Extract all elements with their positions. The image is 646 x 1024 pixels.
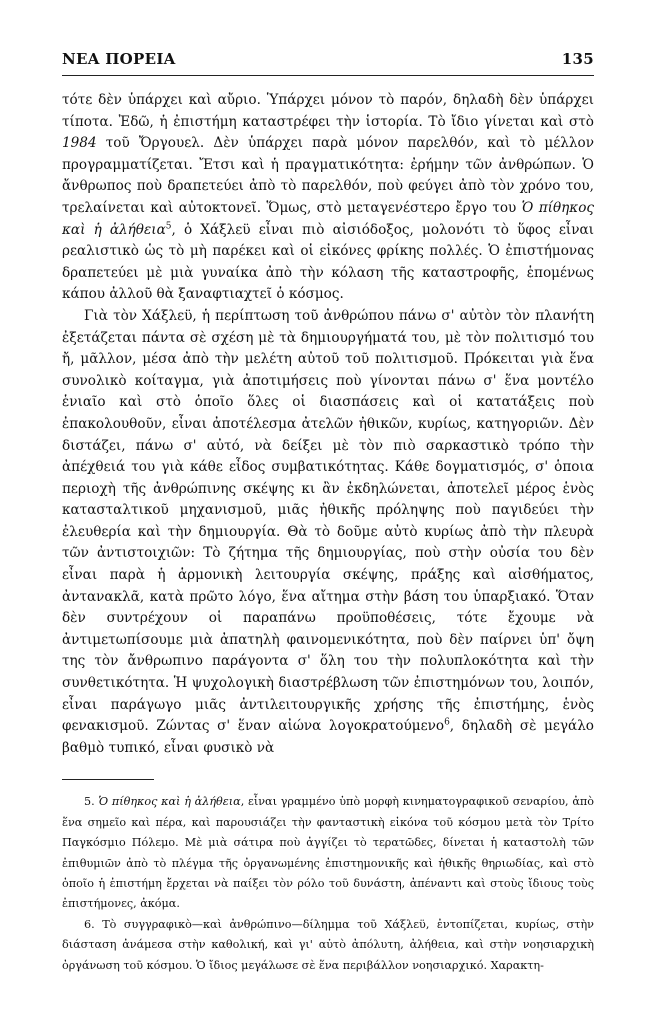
book-page: [62, 50, 594, 976]
paragraph-2-text-c: , δηλαδὴ σὲ μεγάλο βαθμὸ τυπικό, εἶναι φυσικὸ νὰ: [62, 718, 594, 756]
footnote-6-number: 6.: [84, 917, 95, 931]
running-header: [62, 50, 594, 76]
main-text: [62, 90, 594, 759]
footnote-6: [62, 915, 594, 976]
footnote-5-text: , εἶναι γραμμένο ὑπὸ μορφὴ κινηματογραφικοῦ σεναρίου, ἀπὸ ἕνα σημεῖο καὶ πέρα, καὶ παρουσιάζει τὴν φανταστικὴ εἰκόνα τοῦ κόσμου μετὰ τὸν Τρίτο Παγκόσμιο Πόλεμο. Μὲ μιὰ σάτιρα ποὺ ἀγγίζει τὸ τερατῶδες, δίνεται ἡ καταστολὴ τῶν ἐπιθυμιῶν ἀπὸ τὸ πλέγμα τῆς ὀργανωμένης ἐπιστημονικῆς καὶ ἠθικῆς θηριωδίας, καὶ στὸ ὁποῖο ἡ ἐπιστήμη ἔρχεται νὰ παίξει τὸν ρόλο τοῦ δυνάστη, ἀπέναντι καὶ στοὺς ἴδιους τοὺς ἐπιστήμονες, ἀκόμα.: [62, 795, 594, 911]
footnote-5-number: 5.: [84, 795, 95, 809]
journal-title: ΝΕΑ ΠΟΡΕΙΑ: [62, 50, 176, 68]
book-title-ape-and-essence: Ὁ πίθηκος καὶ ἡ ἀλήθεια: [62, 199, 595, 238]
paragraph-2: [62, 306, 594, 759]
paragraph-1-text-f: , ὁ Χάξλεϋ εἶναι πιὸ αἰσιόδοξος, μολονότι τὸ ὕφος εἶναι ρεαλιστικὸ ὡς τὸ μὴ παρέκει καὶ οἱ εἰκόνες φρίκης πολλές. Ὁ ἐπιστήμονας δραπετεύει μὲ μιὰ γυναίκα ἀπὸ τὴν κόλαση τῆς καταστροφῆς, ἑπομένως κάπου ἀλλοῦ θὰ ξαναφτιαχτεῖ ὁ κόσμος.: [62, 221, 594, 303]
footnote-divider: [62, 779, 154, 780]
paragraph-1: [62, 90, 594, 306]
page-number: 135: [561, 50, 594, 68]
paragraph-1-text-c: τοῦ Ὄργουελ. Δὲν ὑπάρχει παρὰ μόνον παρελθόν, καὶ τὸ μέλλον προγραμματίζεται. Ἔτσι καὶ ἡ πραγματικότητα: ἐρήμην τῶν ἀνθρώπων. Ὁ ἄνθρωπος ποὺ δραπετεύει ἀπὸ τὸ παρελθόν, ποὺ φεύγει ἀπὸ τὸν χρόνο του, τρελαίνεται καὶ αὐτοκτονεῖ. Ὅμως, στὸ μεταγενέστερο ἔργο του: [62, 135, 594, 216]
footnote-5: [62, 792, 594, 914]
footnote-ref-5: 5: [165, 221, 172, 232]
footnotes: [62, 792, 594, 976]
book-title-1984: 1984: [62, 135, 97, 152]
footnote-5-title: Ὁ πίθηκος καὶ ἡ ἀλήθεια: [98, 795, 241, 809]
footnote-ref-6: 6: [444, 717, 450, 728]
footnote-6-text: Τὸ συγγραφικὸ—καὶ ἀνθρώπινο—δίλημμα τοῦ Χάξλεϋ, ἐντοπίζεται, κυρίως, στὴν διάσταση ἀνάμεσα στὴν καθολική, καὶ γι' αὐτὸ ἀπόλυτη, ἀλήθεια, καὶ στὴν νοησιαρχικὴ ὀργάνωση τοῦ κόσμου. Ὁ ἴδιος μεγάλωσε σὲ ἕνα περιβάλλον νοησιαρχικό. Χαρακτη-: [62, 917, 594, 972]
paragraph-2-text-a: Γιὰ τὸν Χάξλεϋ, ἡ περίπτωση τοῦ ἀνθρώπου πάνω σ' αὐτὸν τὸν πλανήτη ἐξετάζεται πάντα σὲ σχέση μὲ τὰ δημιουργήματά του, μὲ τὸν πολιτισμό του ἤ, μᾶλλον, μέσα ἀπὸ τὴν μελέτη αὐτοῦ τοῦ πολιτισμοῦ. Πρόκειται γιὰ ἕνα συνολικὸ κοίταγμα, γιὰ ἀποτιμήσεις ποὺ γίνονται πάνω σ' ἕνα μοντέλο ἑνιαῖο καὶ στὸ ὁποῖο ὅλες οἱ διασπάσεις καὶ οἱ κατατάξεις ποὺ ἐπακολουθοῦν, εἶναι ἀποτέλεσμα ἀτελῶν ἠθικῶν, κυρίως, κατηγοριῶν. Δὲν διστάζει, πάνω σ' αὐτό, νὰ δείξει μὲ τὸν πιὸ σαρκαστικὸ τρόπο τὴν ἀπέχθειά του γιὰ κάθε εἶδος συμβατικότητας. Κάθε δογματισμός, σ' ὁποια περιοχὴ τῆς ἀνθρώπινης σκέψης κι ἂν ἐκδηλώνεται, ἀποτελεῖ μέρος ἑνὸς κατασταλτικοῦ μηχανισμοῦ, μιᾶς ἠθικῆς πρόληψης ποὺ παγιδεύει τὴν ἐλευθερία καὶ τὴν δημιουργία. Θὰ τὸ δοῦμε αὐτὸ κυρίως ἀπὸ τὴν πλευρὰ τῶν ἀντιστοιχιῶν: Τὸ ζήτημα τῆς δημιουργίας, ποὺ στὴν οὐσία του δὲν εἶναι παρὰ ἡ ἁρμονικὴ λειτουργία σκέψης, πράξης καὶ αἰσθήματος, ἀντανακλᾶ, κατὰ πρῶτο λόγο, ἕνα αἴτημα στὴν βάση του ὑπαρξιακό. Ὅταν δὲν συντρέχουν οἱ παραπάνω προϋποθέσεις, τότε ἔχουμε νὰ ἀντιμετωπίσουμε μιὰ ἀπατηλὴ φαινομενικότητα, ποὺ δὲν παίρνει ὑπ' ὄψη της τὸν ἄνθρωπινο παράγοντα σ' ὅλη του τὴν πολυπλοκότητα καὶ τὴν συνθετικότητα. Ἡ ψυχολογικὴ διαστρέβλωση τῶν ἐπιστημόνων του, λοιπόν, εἶναι παράγωγο μιᾶς ἀντιλειτουργικῆς χρήσης τῆς ἐπιστήμης, ἑνὸς φενακισμοῦ. Ζώντας σ' ἕναν αἰώνα λογοκρατούμενο: [62, 307, 594, 735]
paragraph-1-text-a: τότε δὲν ὑπάρχει καὶ αὔριο. Ὑπάρχει μόνον τὸ παρόν, δηλαδὴ δὲν ὑπάρχει τίποτα. Ἐδῶ, ἡ ἐπιστήμη καταστρέφει τὴν ἱστορία. Τὸ ἴδιο γίνεται καὶ στὸ: [62, 92, 594, 130]
